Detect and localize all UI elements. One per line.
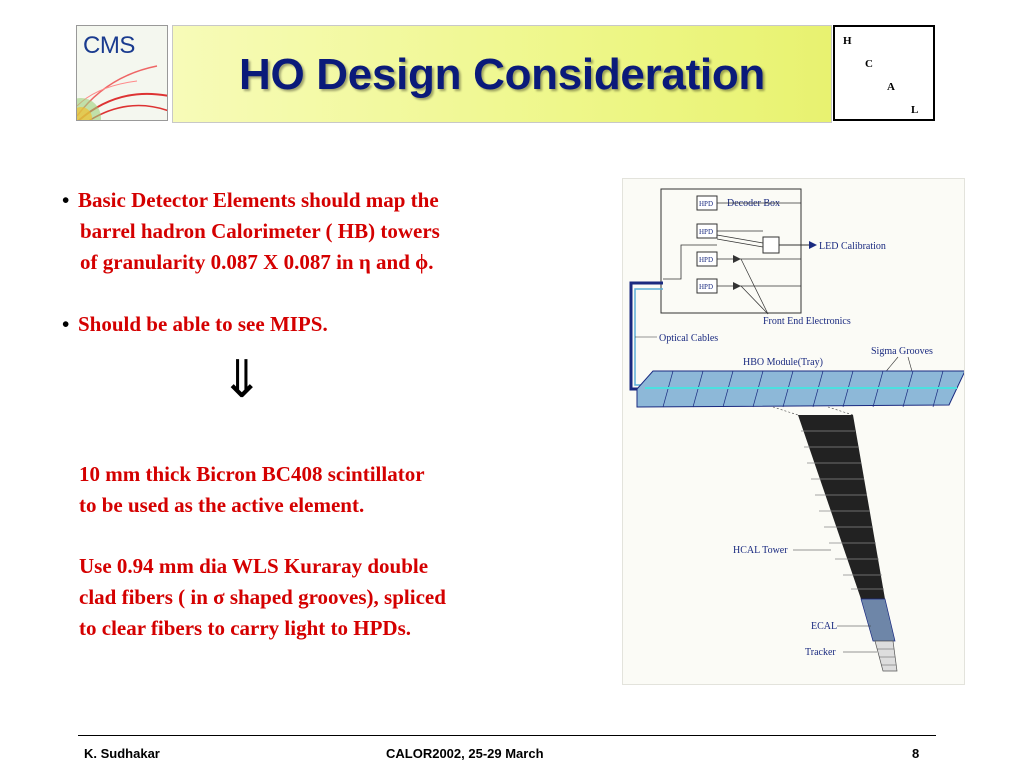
corner-letter-h: H <box>843 35 852 47</box>
hpd-group <box>697 196 717 293</box>
hbo-module-label: HBO Module(Tray) <box>743 357 823 368</box>
bullet-2-marker: • <box>62 312 70 336</box>
para-1-line-1: 10 mm thick Bicron BC408 scintillator <box>79 462 425 486</box>
diagram-svg <box>623 179 965 685</box>
corner-letter-c: C <box>865 58 873 70</box>
footer-author: K. Sudhakar <box>84 746 160 761</box>
decoder-box-label: Decoder Box <box>727 198 781 209</box>
para-1-line-2: to be used as the active element. <box>79 493 365 517</box>
optical-cables-label: Optical Cables <box>659 333 719 344</box>
bullet-1-marker: • <box>62 188 70 212</box>
para-2-line-2: clad fibers ( in σ shaped grooves), spliced <box>79 585 446 609</box>
footer-page-number: 8 <box>912 746 920 761</box>
para-2-line-1: Use 0.94 mm dia WLS Kuraray double <box>79 554 429 578</box>
led-box <box>763 237 779 253</box>
cms-logo <box>76 25 168 121</box>
corner-letter-a: A <box>887 81 895 93</box>
led-calibration-label: LED Calibration <box>819 241 886 252</box>
title-bar <box>172 25 832 123</box>
hcal-tower <box>798 415 885 599</box>
bullet-2-text: Should be able to see MIPS. <box>78 312 328 336</box>
hpd-label: HPD <box>699 228 714 236</box>
logo-text: CMS <box>83 32 135 59</box>
slide-title: HO Design Consideration <box>238 50 766 99</box>
ecal-label: ECAL <box>811 621 838 632</box>
para-2-line-3: to clear fibers to carry light to HPDs. <box>79 616 412 640</box>
hpd-label: HPD <box>699 200 714 208</box>
tracker-block <box>875 641 897 671</box>
hcal-corner-box <box>833 25 935 121</box>
hpd-label: HPD <box>699 256 714 264</box>
down-arrow-icon: ⇓ <box>220 350 264 410</box>
ho-detector-diagram <box>622 178 965 685</box>
footer-rule <box>78 735 936 736</box>
hcal-tower-label: HCAL Tower <box>733 545 788 556</box>
bullet-1-line-1: Basic Detector Elements should map the <box>78 188 439 212</box>
bullet-1-line-3: of granularity 0.087 X 0.087 in η and ϕ. <box>80 250 434 274</box>
ecal-block <box>861 599 895 641</box>
front-end-label: Front End Electronics <box>763 316 851 327</box>
bullet-1-line-2: barrel hadron Calorimeter ( HB) towers <box>80 219 440 243</box>
sigma-grooves-label: Sigma Grooves <box>871 346 933 357</box>
hpd-label: HPD <box>699 283 714 291</box>
corner-letter-l: L <box>911 104 919 116</box>
tracker-label: Tracker <box>805 647 836 658</box>
footer-conference: CALOR2002, 25-29 March <box>386 746 544 761</box>
